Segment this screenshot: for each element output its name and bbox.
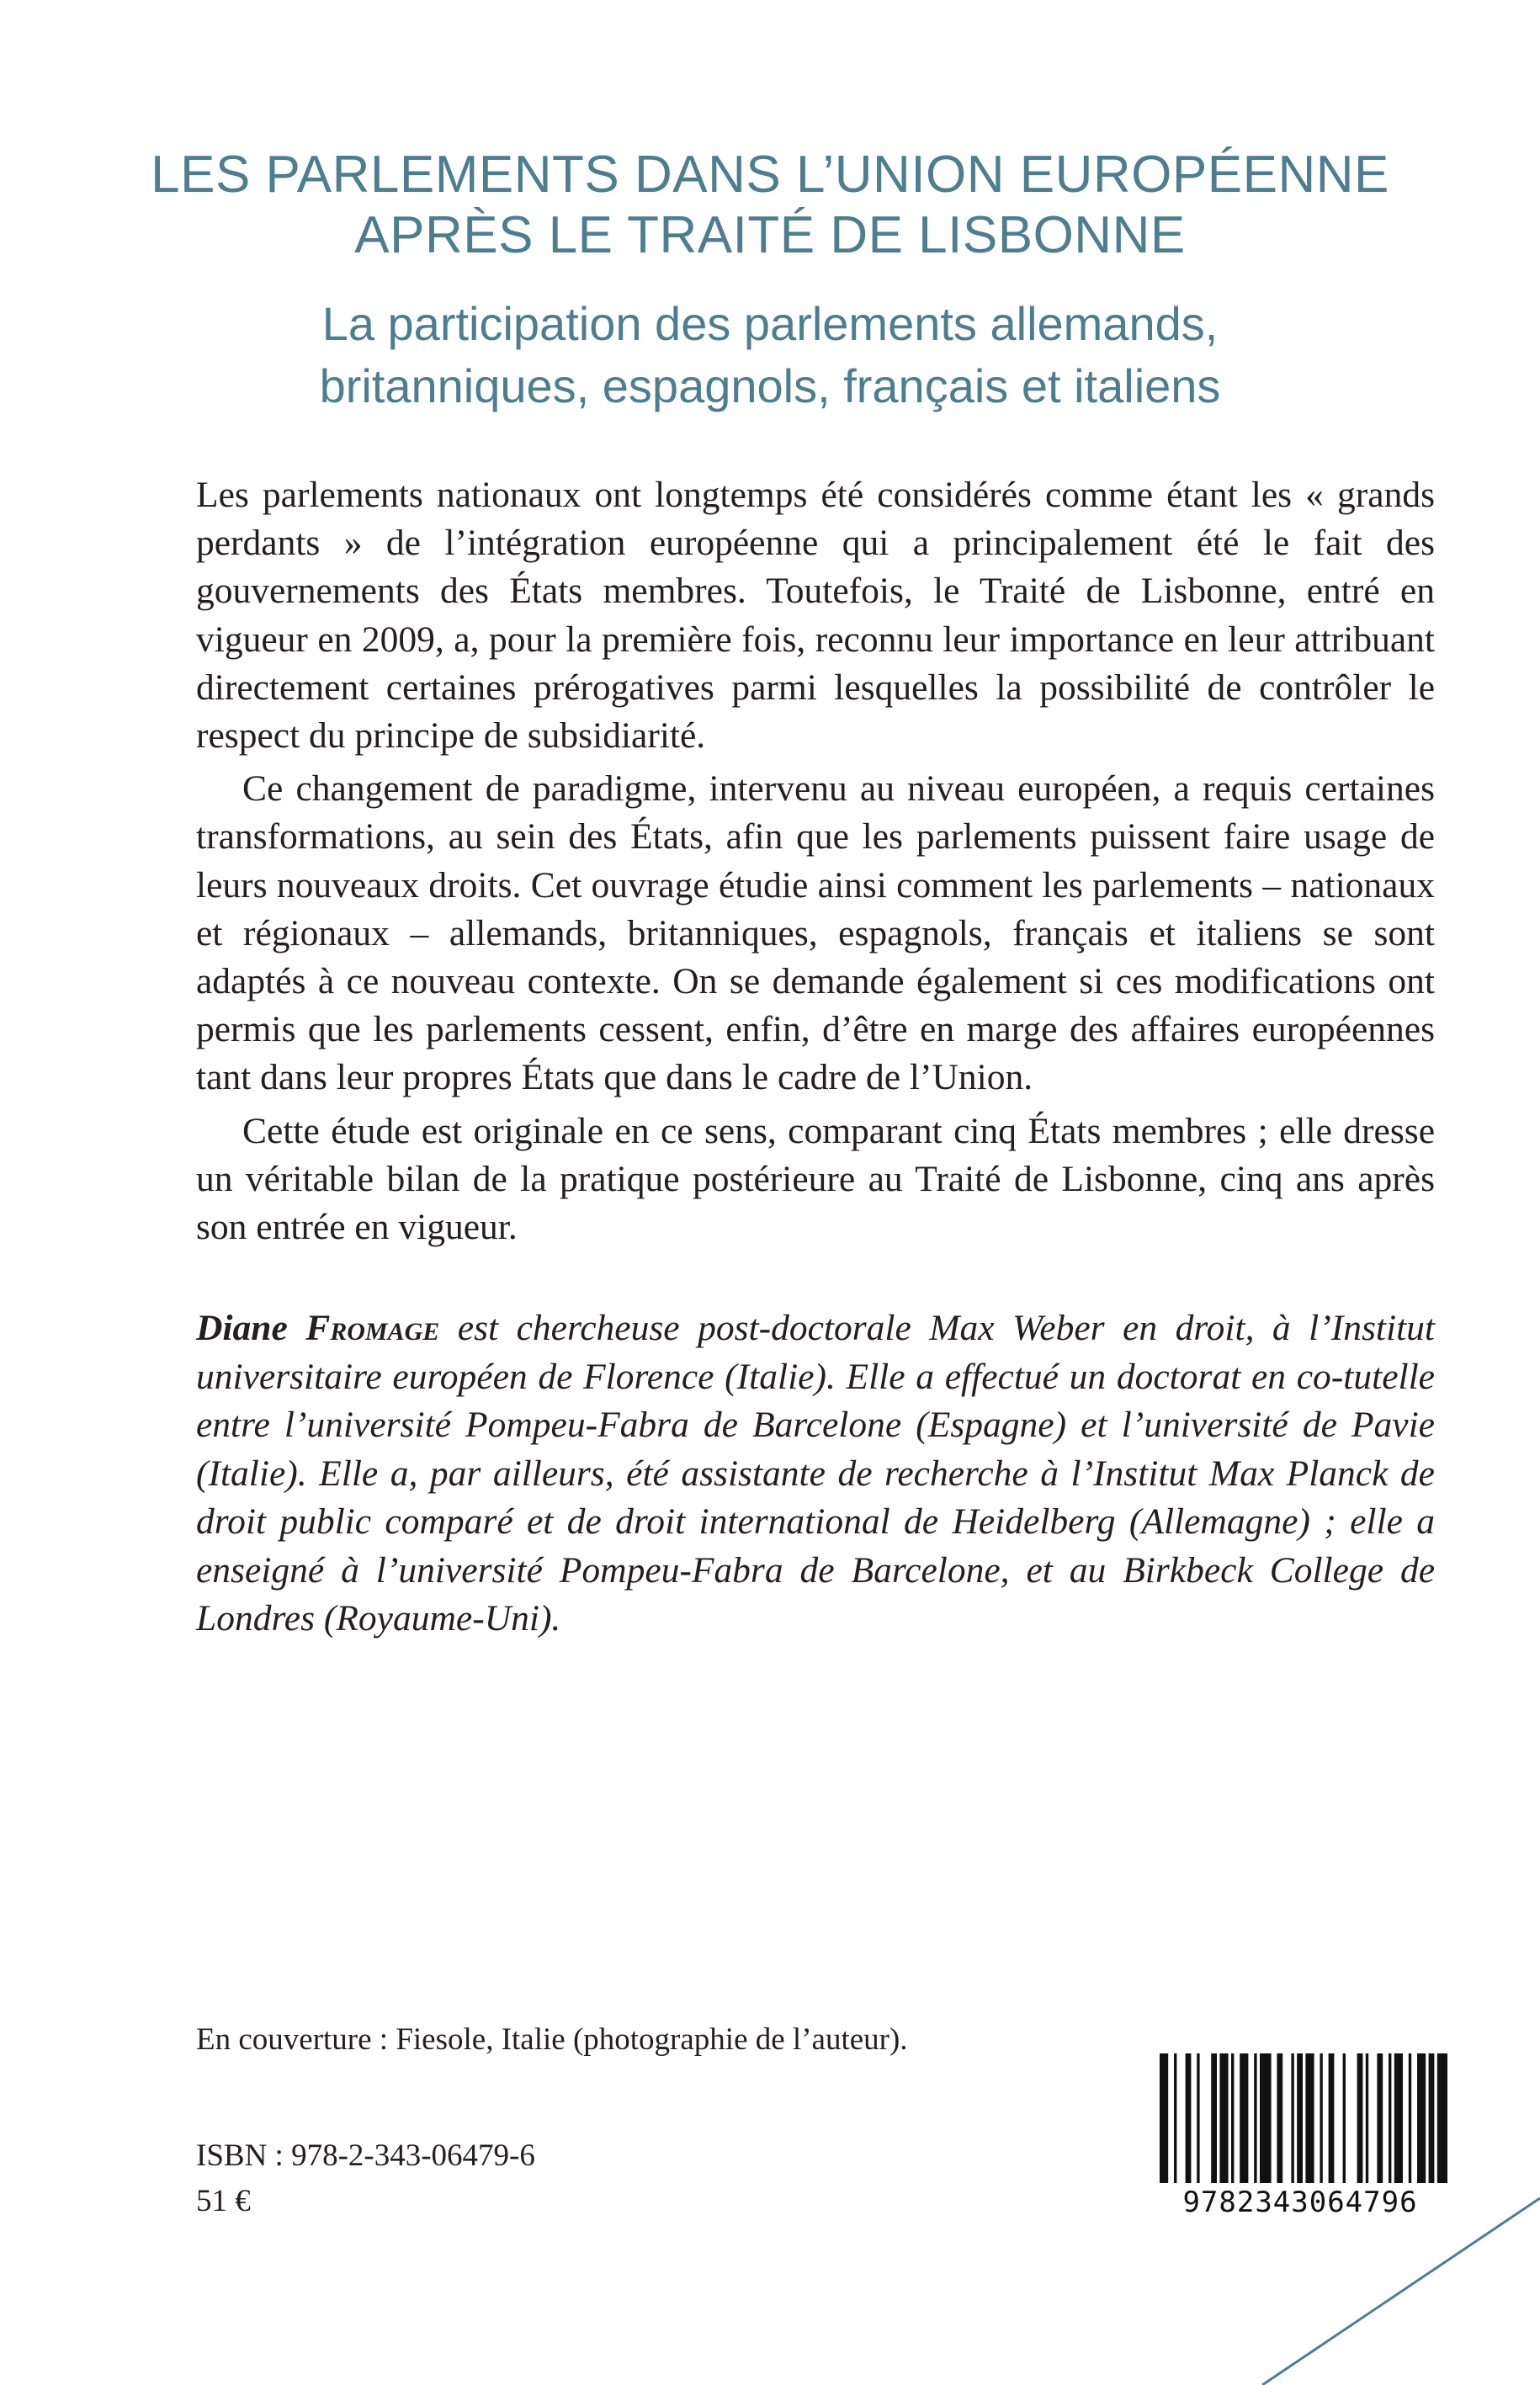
- isbn: ISBN : 978-2-343-06479-6: [196, 2138, 535, 2173]
- author-bio-text: est chercheuse post-doctorale Max Weber en droit, à l’Institut universitaire européen de Florence (Italie). Elle a effectué un doctorat en co-tutelle entre l’université Pompeu-Fabra de Barcelone (Espagne) et l’université de Pavie (Italie). Elle a, par ailleurs, été assistante de recherche à l’Institut Max Planck de droit public comparé et de droit international de Heidelberg (Allemagne) ; elle a enseigné à l’université Pompeu-Fabra de Barcelone, et au Birkbeck College de Londres (Royaume-Uni).: [196, 1308, 1435, 1639]
- author-first-name: Diane: [196, 1308, 288, 1348]
- book-subtitle-line-1: La participation des parlements allemands,: [321, 297, 1219, 350]
- author-surname: Fromage: [305, 1308, 440, 1348]
- barcode-digits: 9782343064796: [1153, 2183, 1447, 2222]
- blurb-paragraph-3: Cette étude est originale en ce sens, comparant cinq États membres ; elle dresse un véritable bilan de la pratique postérieure au Traité de Lisbonne, cinq ans après son entrée en vigueur.: [196, 1110, 1435, 1248]
- cover-credit: En couverture : Fiesole, Italie (photographie de l’auteur).: [196, 2022, 908, 2057]
- book-title-line-2: APRÈS LE TRAITÉ DE LISBONNE: [354, 206, 1186, 264]
- price: 51 €: [196, 2184, 251, 2218]
- book-subtitle-line-2: britanniques, espagnols, français et italiens: [319, 359, 1221, 412]
- book-title-line-1: LES PARLEMENTS DANS L’UNION EUROPÉENNE: [151, 146, 1389, 204]
- blurb-paragraph-2: Ce changement de paradigme, intervenu au niveau européen, a requis certaines transformations, au sein des États, afin que les parlements puissent faire usage de leurs nouveaux droits. Cet ouvrage étudie ainsi comment les parlements – nationaux et régionaux – allemands, britanniques, espagnols, français et italiens se sont adaptés à ce nouveau contexte. On se demande également si ces modifications ont permis que les parlements cessent, enfin, d’être en marge des affaires européennes tant dans leur propres États que dans le cadre de l’Union.: [196, 768, 1435, 1098]
- blurb-paragraph-1: Les parlements nationaux ont longtemps été considérés comme étant les « grands perdants » de l’intégration européenne qui a principalement été le fait des gouvernements des États membres. Toutefois, le Traité de Lisbonne, entré en vigueur en 2009, a, pour la première fois, reconnu leur importance en leur attribuant directement certaines prérogatives parmi lesquelles la possibilité de contrôler le respect du principe de subsidiarité.: [196, 475, 1435, 757]
